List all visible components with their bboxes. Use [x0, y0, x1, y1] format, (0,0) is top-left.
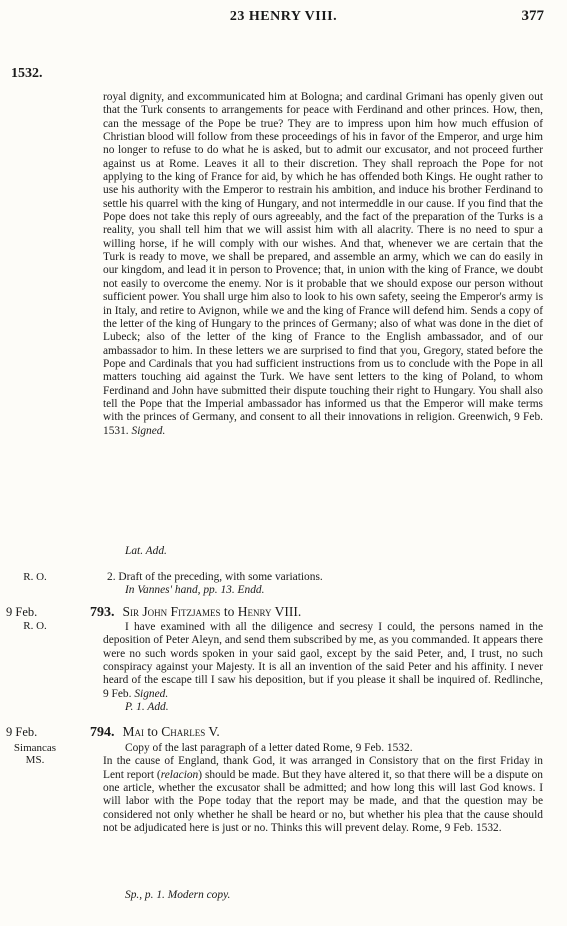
entry-793-note: P. 1. Add.	[125, 701, 169, 713]
entry-794-intro: Copy of the last paragraph of a letter dated Rome, 9 Feb. 1532.	[125, 742, 413, 754]
entry-793-heading: 793. Sir John Fitzjames to Henry VIII.	[90, 604, 302, 620]
entry-792-note: Lat. Add.	[125, 545, 167, 557]
entry-792-text: royal dignity, and excommunicated him at Bologna; and cardinal Grimani has openly given out that the Turk consents to arrangements for peace with Ferdinand and other princes. How, then, can the message of the Pope be true? They are to impress upon him how much effusion of Christian blood will follow from these proceedings of his in favor of the Emperor, and urge him no longer to refuse to do what he is asked, but to admit our excusator, and not proceed further against us at Rome. Leaves it all to their discretion. They shall reproach the Pope for not applying to the king of France for aid, by which he has offended both Kings. He ought rather to use his authority with the Emperor to restrain his ambition, and induce his brother Ferdinand to settle his quarrel with the king of Hungary, and not intermeddle in our cause. If you find that the Pope does not take this reply of ours agreeably, and the fact of the preparation of the Turks is a reality, you shall tell him that we will assist him with all alacrity. There is no need to spur a willing horse, if he will comply with our wishes. And that, whenever we are certain that the Turk is ready to move, we shall be prepared, and assemble an army, which we can do easily in our kingdom, and lead it in person to Provence; that, in union with the king of France, we doubt not easily to overcome the enemy. Nor is it probable that we should expose our person without sufficient power. You shall urge him also to look to his own safety, seeing the Emperor's army is in Italy, and retire to Avignon, while we and the king of France will defend him. Sends a copy of the letter of the king of Hungary to the princes of Germany; also of what was done in the diet of Lubeck; also of the letter of the king of France to the English ambassador, and of our ambassador to him. In these letters we are surprised to find that you, Gregory, stated before the Pope and Cardinals that you had sufficient instructions from us to conclude with the Pope in all matters touching aid against the Turk. We have sent letters to the king of Poland, to whom Ferdinand and John have submitted their dispute touching their right to Hungary. You shall also tell the Pope that the Imperial ambassador has informed us that the Emperor will make terms with the princes of Germany, and consent to all their innovations in religion. Greenwich, 9 Feb. 1531.	[103, 91, 543, 437]
margin-year: 1532.	[11, 66, 43, 81]
entry-793-date: 9 Feb.	[6, 605, 38, 619]
entry-792-continuation	[103, 91, 543, 438]
entry-793-number: 793.	[90, 605, 115, 620]
entry-794-heading: 794. Mai to Charles V.	[90, 724, 220, 740]
entry-792-signed: Signed.	[131, 424, 166, 437]
entry-793-source: R. O.	[23, 620, 47, 632]
page-number: 377	[521, 8, 544, 24]
entry-794-note: Sp., p. 1. Modern copy.	[125, 889, 231, 901]
running-header: 23 HENRY VIII.	[229, 9, 338, 24]
entry-792-draft: 2. Draft of the preceding, with some variations.	[107, 571, 323, 583]
entry-794-source: Simancas MS.	[13, 742, 57, 766]
entry-794-number: 794.	[90, 725, 115, 740]
margin-source-ro: R. O.	[23, 571, 47, 583]
entry-794-date: 9 Feb.	[6, 725, 38, 739]
entry-792-draft-note: In Vannes' hand, pp. 13. Endd.	[125, 584, 265, 596]
entry-794-body: Copy of the last paragraph of a letter dated Rome, 9 Feb. 1532. In the cause of England, thank God, it was arranged in Consistory that on the first Friday in Lent report (relacion) should be made. But they have altered it, so that there will be a dispute on one article, whether the excusator shall be admitted; and how long this will last God knows. I will labor with the Pope today that the report may be made, and that the question may be considered not only whether he shall be heard or no, but whether his plea that the cause should not be adjudicated here is just or no. Thinks this will prevent delay. Rome, 9 Feb. 1532.	[103, 742, 544, 835]
entry-793-body: I have examined with all the diligence and secresy I could, the persons named in the deposition of Peter Aleyn, and send them subscribed by me, as you commanded. It appears there were no such words spoken in your said gaol, except by the said Peter, and, I trust, no such conspiracy against your Majesty. It is all an invention of the said Peter and his affinity. I never heard of the escape till I saw his deposition, but if you please it shall be inquired of. Redlinche, 9 Feb. Signed.	[103, 621, 543, 700]
